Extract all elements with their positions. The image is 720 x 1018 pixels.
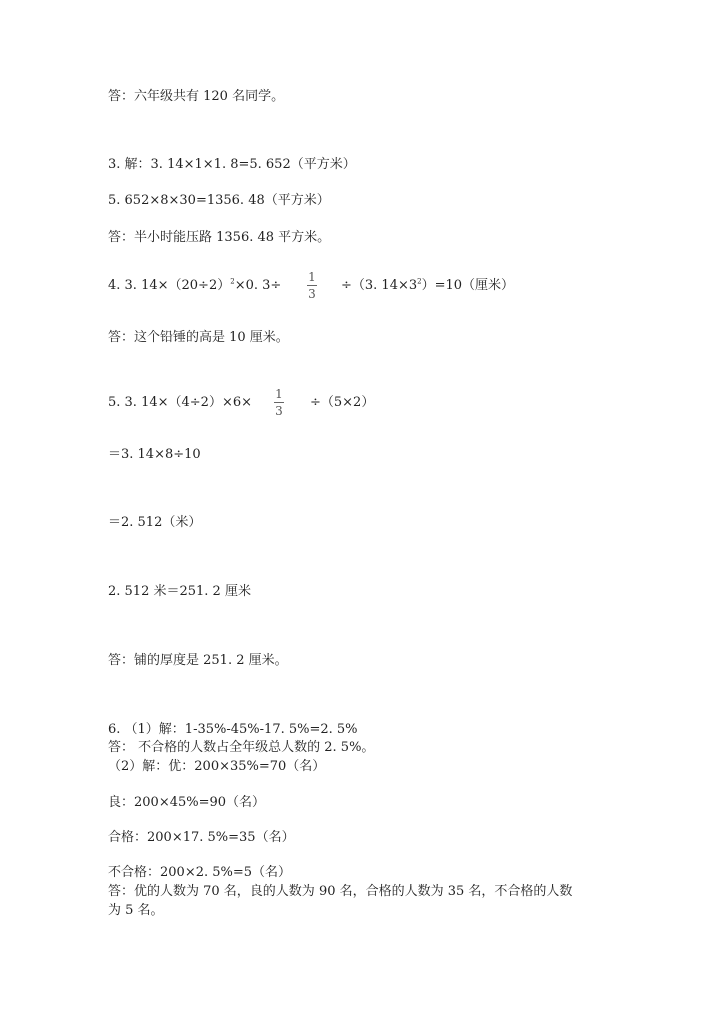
- solution-6-pass: 合格：200×17. 5%=35（名）: [108, 830, 295, 845]
- solution-4-formula-tail: [341, 278, 514, 294]
- fraction-bar: [307, 285, 317, 286]
- solution-5-step-1: ＝3. 14×8÷10: [108, 447, 201, 462]
- fraction-numerator: 1: [308, 270, 316, 284]
- solution-6-part-2: （2）解：优：200×35%=70（名）: [108, 759, 326, 774]
- solution-5-formula: 5. 3. 14×（4÷2）×6×: [108, 395, 252, 410]
- answer-line-1: 答：六年级共有 120 名同学。: [108, 89, 285, 104]
- exponent-1: 2: [230, 277, 235, 286]
- solution-3-line-1: 3. 解：3. 14×1×1. 8=5. 652（平方米）: [108, 157, 356, 172]
- formula-4-part-a: 4. 3. 14×（20÷2）: [108, 278, 231, 293]
- solution-5-step-3: 2. 512 米＝251. 2 厘米: [108, 584, 251, 599]
- solution-6-part-1: 6. （1）解：1-35%-45%-17. 5%=2. 5%: [108, 722, 358, 737]
- answer-line-6-2-cont: 为 5 名。: [108, 903, 164, 918]
- answer-line-4: 答：这个铅锤的高是 10 厘米。: [108, 330, 289, 345]
- solution-5-step-2: ＝2. 512（米）: [108, 515, 202, 530]
- solution-5-formula-tail: ÷（5×2）: [310, 395, 375, 410]
- solution-4-formula: [108, 278, 281, 294]
- formula-4-part-b: ×0. 3÷: [234, 278, 282, 293]
- fraction-one-third-1: [307, 270, 317, 301]
- fraction-one-third-2: [274, 387, 284, 418]
- answer-line-6-1: 答： 不合格的人数占全年级总人数的 2. 5%。: [108, 740, 375, 755]
- solution-6-fail: 不合格：200×2. 5%=5（名）: [108, 865, 292, 880]
- formula-4-part-c: ÷（3. 14×3: [341, 278, 418, 293]
- answer-line-6-2: 答：优的人数为 70 名，良的人数为 90 名，合格的人数为 35 名，不合格的人数: [108, 884, 573, 899]
- solution-6-good: 良：200×45%=90（名）: [108, 795, 266, 810]
- answer-line-5: 答：铺的厚度是 251. 2 厘米。: [108, 653, 288, 668]
- answer-line-3: 答：半小时能压路 1356. 48 平方米。: [108, 230, 331, 245]
- formula-4-part-d: ）=10（厘米）: [421, 278, 515, 293]
- solution-3-line-2: 5. 652×8×30=1356. 48（平方米）: [108, 193, 330, 208]
- fraction-denominator: 3: [275, 404, 283, 418]
- fraction-denominator: 3: [308, 287, 316, 301]
- exponent-2: 2: [417, 277, 422, 286]
- fraction-numerator: 1: [275, 387, 283, 401]
- fraction-bar: [274, 402, 284, 403]
